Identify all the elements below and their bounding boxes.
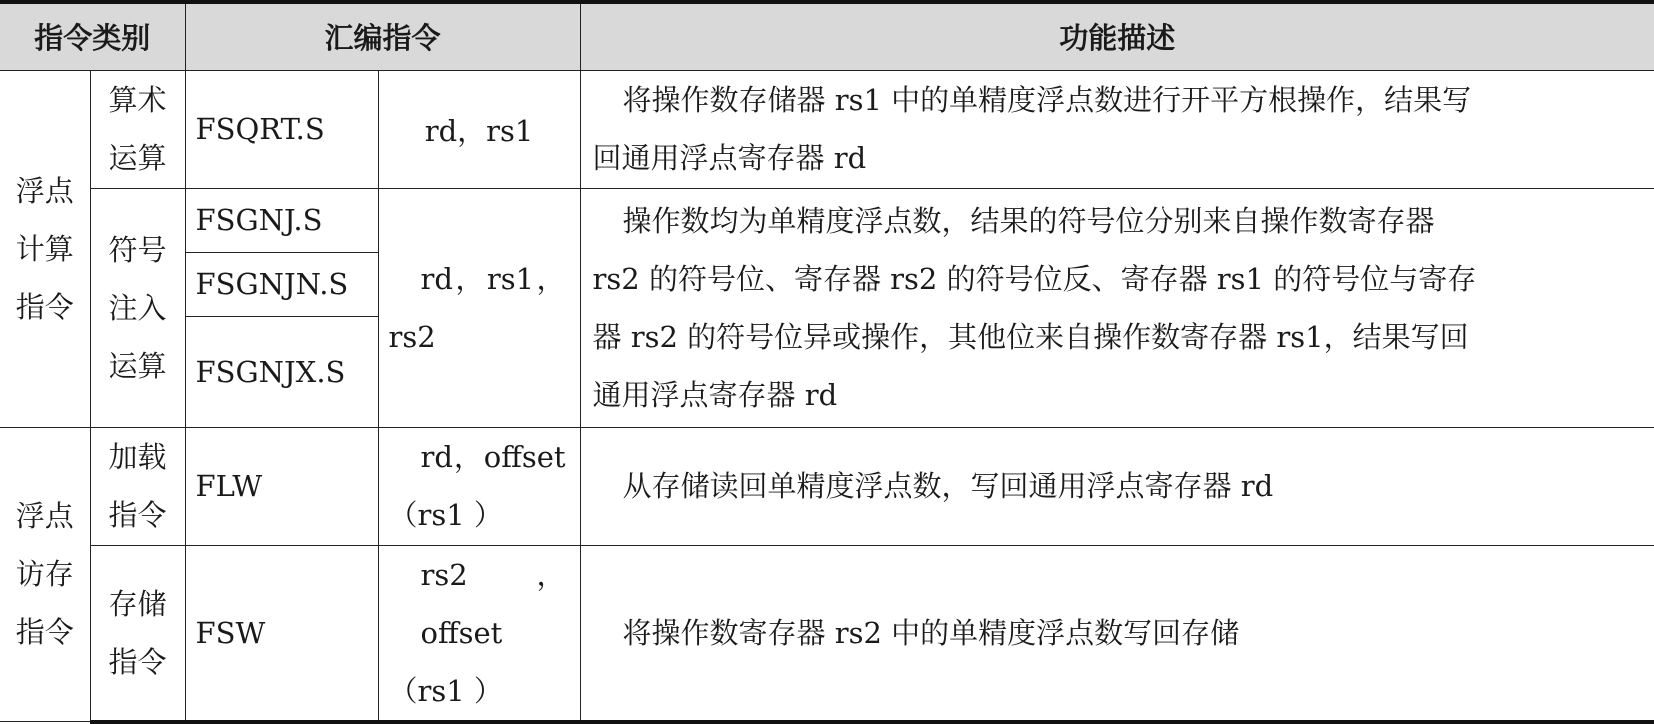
subcategory-line: 算术	[108, 83, 167, 117]
mnemonic-cell: FSQRT.S	[185, 70, 378, 188]
operands-line: （rs1 ）	[388, 498, 503, 532]
group-cell-float-memory	[0, 427, 90, 722]
group-label-line: 指令	[15, 289, 74, 324]
description-line: 器 rs2 的符号位异或操作，其他位来自操作数寄存器 rs1，结果写回	[592, 319, 1469, 354]
mnemonic-cell: FSGNJN.S	[185, 252, 378, 316]
description-line: 通用浮点寄存器 rd	[592, 377, 838, 412]
header-category: 指令类别	[0, 2, 185, 70]
mnemonic-cell: FSW	[185, 545, 378, 722]
operands-line: rs2	[388, 319, 436, 354]
group-label-line: 指令	[15, 615, 74, 650]
header-assembly: 汇编指令	[185, 2, 580, 70]
table-row	[0, 545, 1654, 722]
subcategory-cell	[90, 188, 185, 427]
operands-line: rd，offset	[420, 440, 566, 474]
group-label-line: 访存	[15, 557, 74, 592]
header-function: 功能描述	[580, 2, 1654, 70]
table-row	[0, 188, 1654, 252]
subcategory-line: 运算	[108, 141, 167, 175]
subcategory-line: 加载	[108, 440, 167, 474]
operands-line: rd，rs1，	[420, 261, 566, 296]
header-row	[0, 2, 1654, 70]
mnemonic-cell: FSGNJX.S	[185, 316, 378, 427]
subcategory-cell	[90, 427, 185, 545]
operands-line: （rs1 ）	[388, 673, 503, 708]
description-line: rs2 的符号位、寄存器 rs2 的符号位反、寄存器 rs1 的符号位与寄存	[592, 261, 1477, 296]
table-row	[0, 70, 1654, 188]
description-cell	[580, 188, 1654, 427]
group-label-line: 浮点	[15, 173, 74, 208]
group-cell-float-compute	[0, 70, 90, 427]
mnemonic-cell: FLW	[185, 427, 378, 545]
subcategory-line: 运算	[108, 348, 167, 383]
mnemonic-cell: FSGNJ.S	[185, 188, 378, 252]
description-cell: 从存储读回单精度浮点数，写回通用浮点寄存器 rd	[580, 427, 1654, 545]
group-label-line: 浮点	[15, 499, 74, 534]
operands-line: rs2，offset	[420, 557, 566, 650]
operands-cell	[378, 188, 580, 427]
subcategory-line: 注入	[108, 290, 167, 325]
subcategory-line: 指令	[108, 498, 167, 532]
description-cell: 将操作数寄存器 rs2 中的单精度浮点数写回存储	[580, 545, 1654, 722]
subcategory-cell	[90, 70, 185, 188]
table-row	[0, 427, 1654, 545]
subcategory-line: 符号	[108, 232, 167, 267]
description-cell	[580, 70, 1654, 188]
description-line: 将操作数存储器 rs1 中的单精度浮点数进行开平方根操作，结果写	[622, 83, 1472, 117]
description-line: 操作数均为单精度浮点数，结果的符号位分别来自操作数寄存器	[622, 203, 1435, 238]
operands-cell	[378, 545, 580, 722]
subcategory-line: 存储	[108, 586, 167, 621]
operands-cell	[378, 427, 580, 545]
operands-cell: rd，rs1	[378, 70, 580, 188]
description-line: 回通用浮点寄存器 rd	[592, 141, 867, 175]
subcategory-line: 指令	[108, 644, 167, 679]
group-label-line: 计算	[15, 231, 74, 266]
subcategory-cell	[90, 545, 185, 722]
